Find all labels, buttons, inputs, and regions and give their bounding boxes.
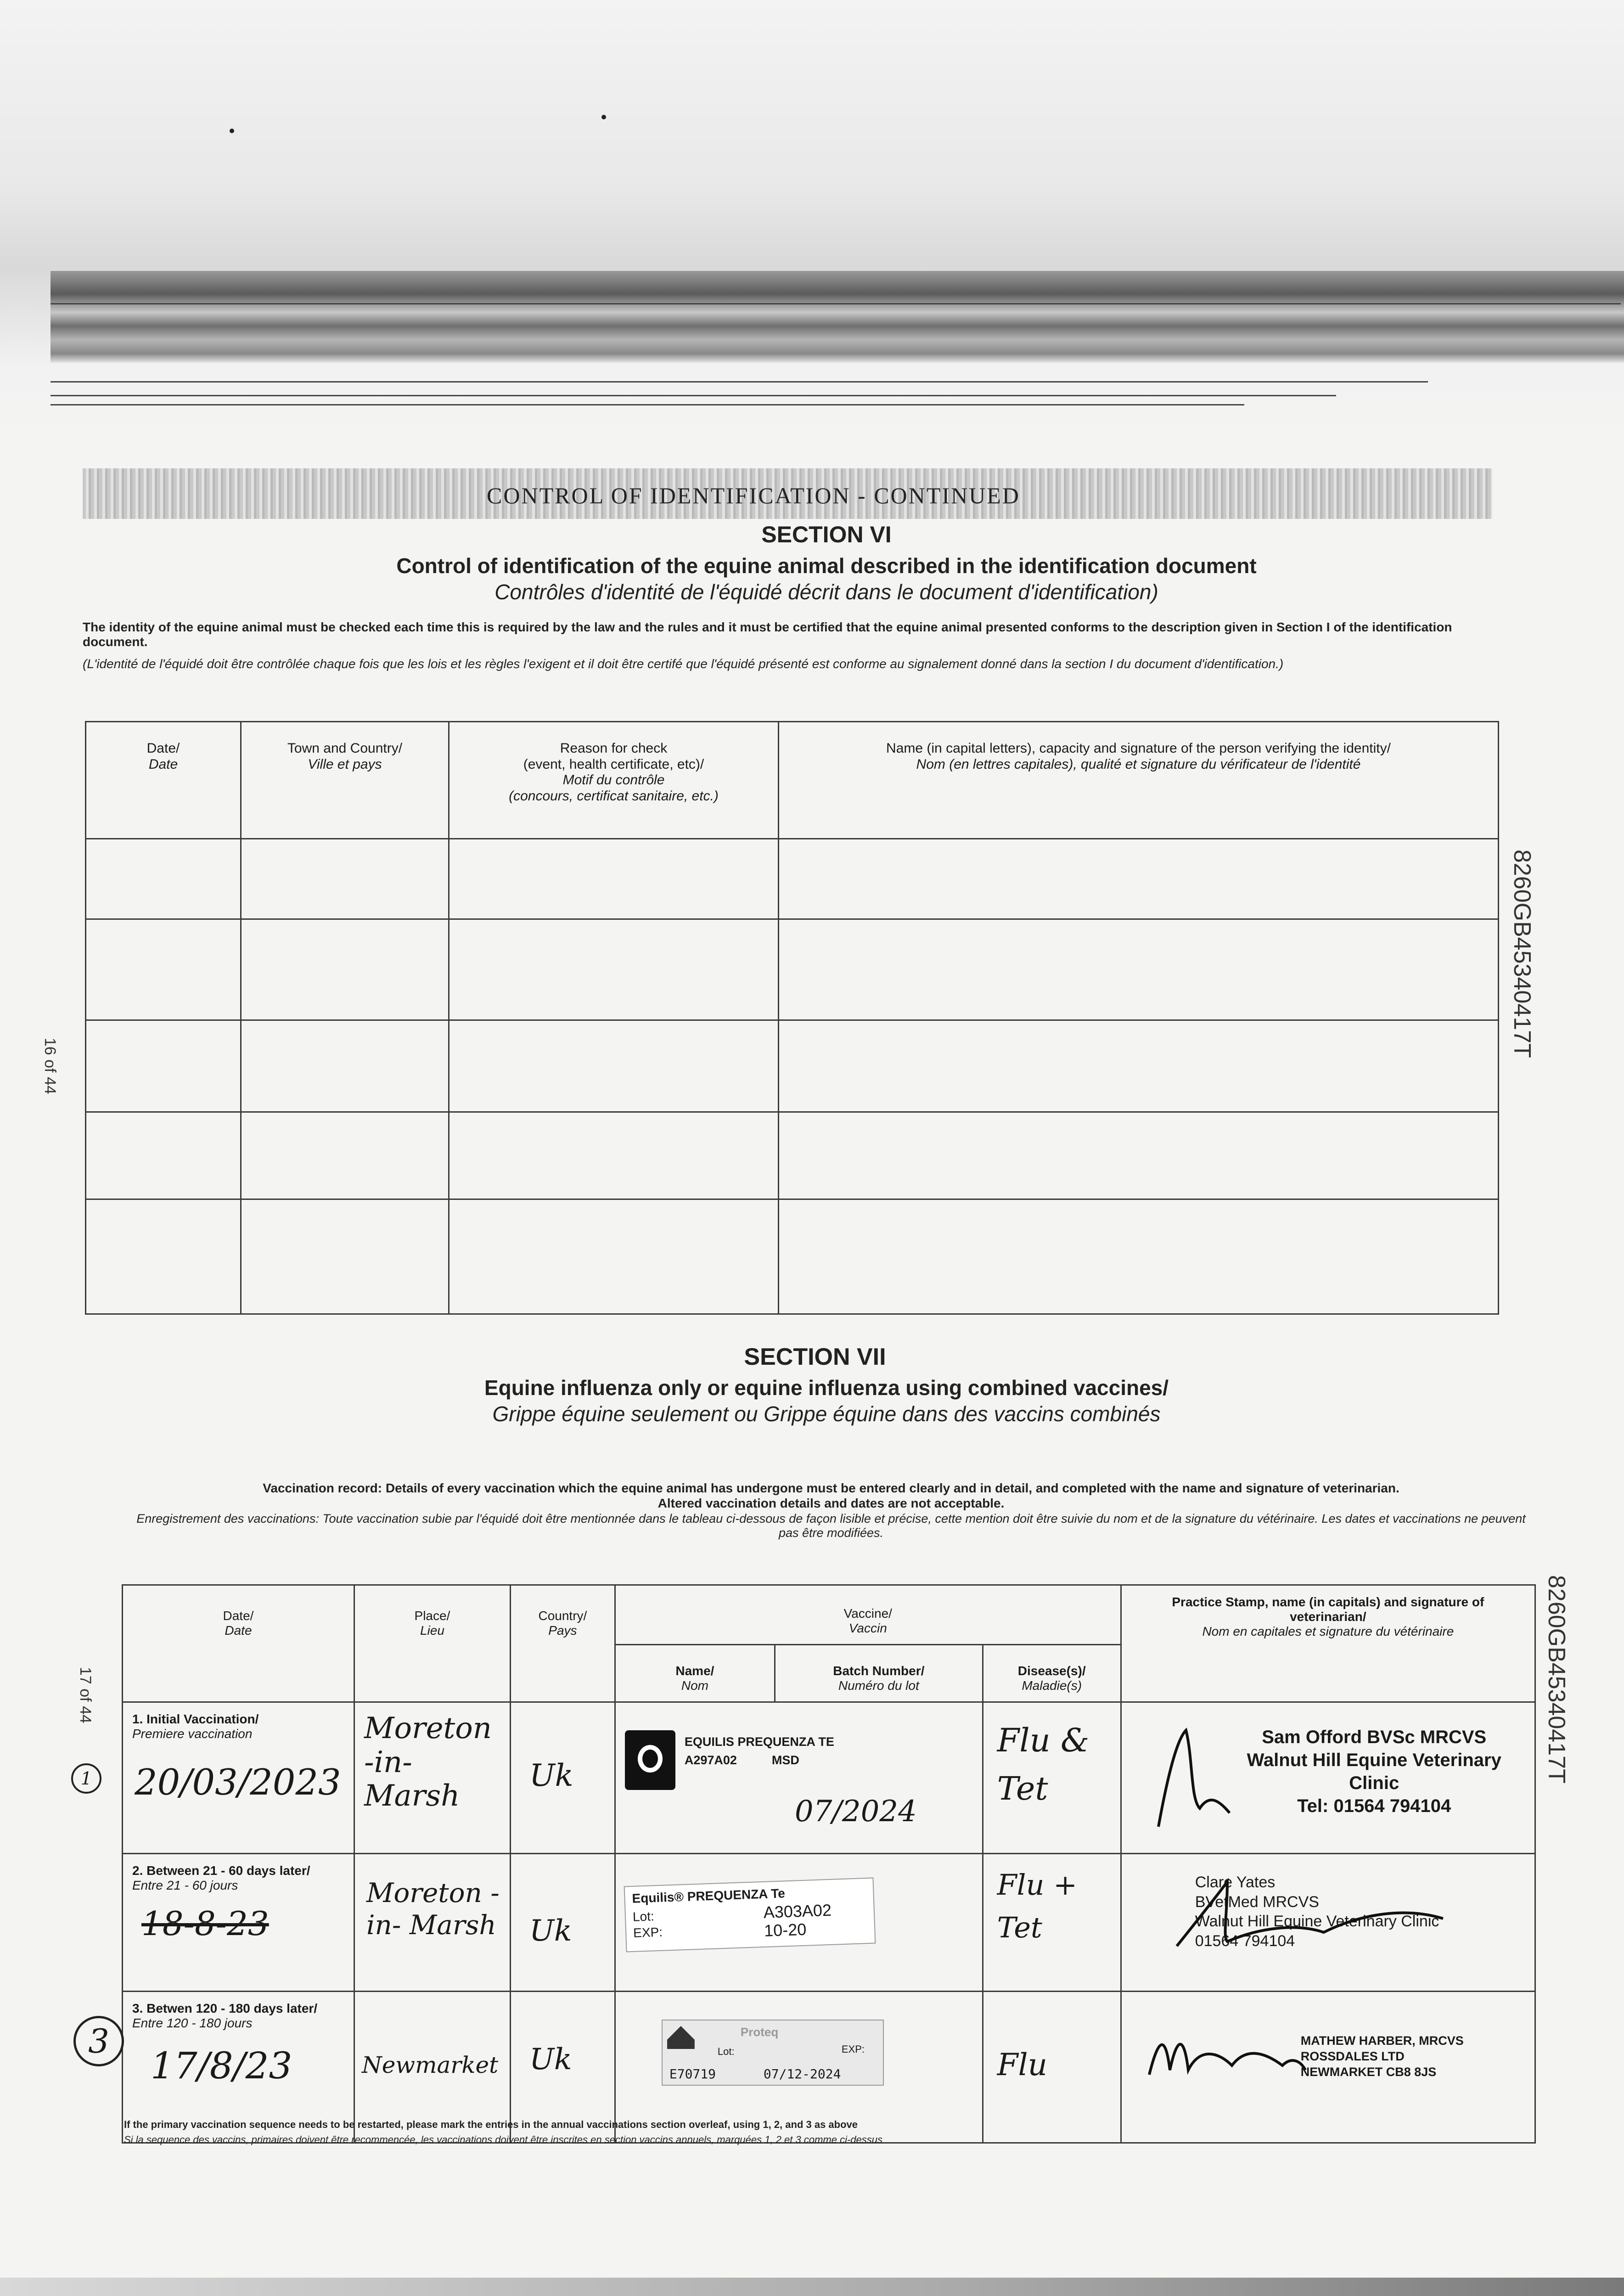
vaccine-sticker [624, 1878, 876, 1953]
sticker-exp-value: 07/12-2024 [763, 2066, 841, 2082]
vaccination-country: Uk [529, 1758, 573, 1793]
check-cell[interactable] [779, 839, 1499, 919]
footnote-en: If the primary vaccination sequence needs to be restarted, please mark the entries in the annual vaccinations section overleaf, using 1, 2, and 3 as above [124, 2119, 858, 2130]
check-cell[interactable] [241, 1020, 449, 1112]
sticker-name: Proteq [740, 2025, 779, 2039]
vet-stamp-line4: 01564 794104 [1195, 1932, 1295, 1950]
vet-signature [1145, 2020, 1310, 2093]
practice-stamp-cell[interactable] [1121, 1854, 1535, 1992]
banner-title: CONTROL OF IDENTIFICATION - CONTINUED [487, 483, 1020, 508]
sticker-lot-value: E70719 [669, 2066, 716, 2082]
col-verifier-label: Name (in capital letters), capacity and signature of the person verifying the identity/ [886, 741, 1391, 756]
sticker-lot-label: Lot: [632, 1909, 655, 1924]
row-label: 2. Between 21 - 60 days later/ [132, 1863, 310, 1878]
section7-title-fr: Grippe équine seulement ou Grippe équine dans des vaccins combinés [492, 1402, 1161, 1426]
vet-stamp-line1: Sam Offord BVSc MRCVS [1262, 1727, 1487, 1747]
disease: Flu & Tet [997, 1722, 1090, 1807]
row-label-fr: Premiere vaccination [132, 1727, 253, 1741]
check-cell[interactable] [86, 1020, 241, 1112]
vaccination-date: 20/03/2023 [135, 1762, 341, 1804]
check-cell[interactable] [86, 839, 241, 919]
country-cell[interactable] [510, 1702, 615, 1854]
col-country-label: Country/ [538, 1609, 587, 1623]
col-reason-label-2: (event, health certificate, etc)/ [523, 756, 704, 772]
section6-instruction-en: The identity of the equine animal must be checked each time this is required by the law and the rules and it must be certified that the equine animal presented conforms to the description given in Section I of the identification document. [83, 620, 1452, 649]
col-reason-label-fr-2: (concours, certificat sanitaire, etc.) [509, 788, 719, 804]
vaccine-logo-icon [667, 2026, 695, 2049]
vet-stamp-line2: BVetMed MRCVS [1195, 1893, 1319, 1911]
vaccine-sticker [662, 2020, 884, 2086]
header-vaccine-name [615, 1645, 775, 1702]
vaccine-logo-icon [625, 1730, 675, 1790]
header-verifier [779, 722, 1499, 839]
section6-title-en: Control of identification of the equine animal described in the identification document [396, 554, 1257, 578]
vaccination-date: 17/8/23 [151, 2044, 292, 2088]
header-date [123, 1585, 354, 1702]
col-batch-label-fr: Numéro du lot [838, 1678, 919, 1693]
sticker-maker: MSD [771, 1753, 799, 1767]
scan-speck [230, 129, 234, 133]
section7-instruction-en2: Altered vaccination details and dates are not acceptable. [657, 1496, 1005, 1510]
header-practice [1121, 1585, 1535, 1702]
section6-instruction-fr: (L'identité de l'équidé doit être contrôlée chaque fois que les lois et les règles l'exigent et il doit être certifé que l'équidé présenté est conforme au signalement donné dans la section I du document d'identification.) [83, 657, 1284, 671]
col-country-label-fr: Pays [548, 1623, 577, 1638]
sticker-exp-label: EXP: [841, 2043, 865, 2055]
disease-cell[interactable] [983, 1702, 1121, 1854]
check-cell[interactable] [449, 919, 779, 1020]
check-cell[interactable] [449, 1199, 779, 1314]
vaccination-country: Uk [529, 1914, 572, 1948]
col-town-label: Town and Country/ [287, 741, 403, 756]
section6-title-fr: Contrôles d'identité de l'équidé décrit dans le document d'identification) [495, 580, 1158, 604]
vaccine-sticker-cell[interactable] [615, 1854, 983, 1992]
header-town [241, 722, 449, 839]
vet-stamp-line3: NEWMARKET CB8 8JS [1300, 2065, 1437, 2079]
section7-instruction-fr: Enregistrement des vaccinations: Toute vaccination subie par l'équidé doit être mentionnée dans le tableau ci-dessous de façon lisible et précise, cette mention doit être suivie du nom et de la signature du vétérinaire. Les dates et vaccinations ne peuvent pas être modifiées. [136, 1512, 1526, 1540]
vaccination-country: Uk [529, 2043, 572, 2077]
section7-title-en: Equine influenza only or equine influenza using combined vaccines/ [484, 1376, 1169, 1400]
vaccination-row [123, 1702, 1535, 1854]
row-label: 3. Betwen 120 - 180 days later/ [132, 2001, 318, 2015]
vet-stamp-line3: Tel: 01564 794104 [1297, 1796, 1451, 1816]
check-cell[interactable] [449, 1112, 779, 1199]
vaccination-place: Moreton -in- Marsh [364, 1711, 492, 1813]
date-cell[interactable] [123, 1854, 354, 1992]
col-vaccine-label-fr: Vaccin [849, 1621, 887, 1636]
page-number-lower: 17 of 44 [77, 1667, 94, 1723]
col-date-label: Date/ [223, 1609, 254, 1623]
section6-heading: SECTION VI [761, 522, 892, 547]
vet-stamp-line2: Walnut Hill Equine Veterinary Clinic [1247, 1750, 1501, 1793]
sticker-name: EQUILIS PREQUENZA TE [684, 1735, 834, 1749]
vet-stamp-line2: ROSSDALES LTD [1300, 2049, 1405, 2063]
check-cell[interactable] [779, 1020, 1499, 1112]
fold-line [51, 404, 1244, 405]
check-cell[interactable] [241, 919, 449, 1020]
row-label-fr: Entre 21 - 60 jours [132, 1878, 238, 1893]
header-date [86, 722, 241, 839]
check-cell[interactable] [779, 1199, 1499, 1314]
disease-cell[interactable] [983, 1992, 1121, 2143]
vaccination-place: Moreton -in- Marsh [366, 1877, 500, 1941]
col-name-label: Name/ [675, 1664, 714, 1678]
place-cell[interactable] [354, 1854, 510, 1992]
sticker-name: Equilis® PREQUENZA Te [631, 1886, 786, 1906]
row-label-fr: Entre 120 - 180 jours [132, 2016, 253, 2031]
fold-line [51, 381, 1428, 383]
vaccine-sticker-cell[interactable] [615, 1702, 983, 1854]
col-reason-label: Reason for check [560, 741, 668, 756]
col-date-label-fr: Date [225, 1623, 252, 1638]
vet-signature [1149, 1721, 1241, 1840]
header-country [510, 1585, 615, 1702]
col-practice-label-fr: Nom en capitales et signature du vétérinaire [1202, 1624, 1454, 1639]
col-date-label: Date/ [146, 741, 180, 756]
check-cell[interactable] [86, 919, 241, 1020]
vet-signature [1158, 1873, 1452, 1964]
col-practice-label: Practice Stamp, name (in capitals) and signature of veterinarian/ [1172, 1595, 1484, 1624]
check-cell[interactable] [449, 839, 779, 919]
vaccination-row [123, 1854, 1535, 1992]
check-cell[interactable] [779, 1112, 1499, 1199]
scan-speck [601, 115, 606, 119]
header-vaccine [615, 1585, 1121, 1645]
header-disease [983, 1645, 1121, 1702]
vaccination-date: 18-8-23 [141, 1904, 269, 1943]
col-verifier-label-fr: Nom (en lettres capitales), qualité et signature du vérificateur de l'identité [916, 756, 1361, 772]
vet-stamp-line1: MATHEW HARBER, MRCVS [1300, 2034, 1464, 2048]
vet-stamp-line1: Clare Yates [1195, 1874, 1276, 1891]
section7-heading: SECTION VII [744, 1344, 886, 1370]
check-cell[interactable] [779, 919, 1499, 1020]
vet-stamp-line3: Walnut Hill Equine Veterinary Clinic [1195, 1913, 1439, 1930]
check-cell[interactable] [241, 839, 449, 919]
side-id-lower: 8260GB45340417T [1543, 1575, 1570, 1784]
fold-line [51, 303, 1621, 304]
vaccine-expiry: 07/2024 [794, 1795, 917, 1829]
check-cell[interactable] [241, 1112, 449, 1199]
col-name-label-fr: Nom [681, 1678, 708, 1693]
col-date-label-fr: Date [148, 756, 178, 772]
check-cell[interactable] [86, 1199, 241, 1314]
margin-mark-1: 1 [71, 1763, 101, 1794]
header-place [354, 1585, 510, 1702]
check-cell[interactable] [241, 1199, 449, 1314]
place-cell[interactable] [354, 1702, 510, 1854]
country-cell[interactable] [510, 1854, 615, 1992]
disease: Flu [997, 2047, 1048, 2082]
date-cell[interactable] [123, 1702, 354, 1854]
col-place-label: Place/ [414, 1609, 450, 1623]
col-disease-label: Disease(s)/ [1017, 1664, 1086, 1678]
page-number-upper: 16 of 44 [41, 1038, 59, 1094]
vaccination-table [122, 1584, 1536, 2144]
sticker-lot-label: Lot: [717, 2046, 735, 2057]
side-id-upper: 8260GB45340417T [1509, 850, 1535, 1058]
footnote-fr: Si la sequence des vaccins, primaires doivent être recommencée, les vaccinations doivent être inscrites en section vaccins annuels, marquées 1, 2 et 3 comme ci-dessus [124, 2134, 883, 2145]
vaccination-place: Newmarket [361, 2052, 499, 2078]
disease-cell[interactable] [983, 1854, 1121, 1992]
scan-background [0, 0, 1624, 459]
col-reason-label-fr: Motif du contrôle [562, 772, 665, 788]
disease: Flu + Tet [997, 1868, 1078, 1944]
sticker-batch: A297A02 [684, 1753, 737, 1767]
page-fold [51, 271, 1624, 363]
section7-instruction-en: Vaccination record: Details of every vaccination which the equine animal has undergone must be entered clearly and in detail, and completed with the name and signature of veterinarian. [263, 1481, 1399, 1495]
practice-stamp-cell[interactable] [1121, 1702, 1535, 1854]
row-label: 1. Initial Vaccination/ [132, 1712, 259, 1726]
col-vaccine-label: Vaccine/ [843, 1606, 892, 1621]
identity-check-table [85, 721, 1499, 1315]
sticker-exp-value: 10-20 [764, 1919, 807, 1940]
practice-stamp-cell[interactable] [1121, 1992, 1535, 2143]
scan-edge [0, 2278, 1624, 2296]
sticker-lot-value: A303A02 [763, 1900, 832, 1922]
sticker-exp-label: EXP: [633, 1925, 663, 1940]
col-disease-label-fr: Maladie(s) [1022, 1678, 1082, 1693]
col-batch-label: Batch Number/ [833, 1664, 925, 1678]
header-reason [449, 722, 779, 839]
margin-mark-3: 3 [73, 2016, 124, 2066]
fold-line [51, 395, 1336, 396]
col-place-label-fr: Lieu [420, 1623, 444, 1638]
header-batch [775, 1645, 983, 1702]
check-cell[interactable] [449, 1020, 779, 1112]
check-cell[interactable] [86, 1112, 241, 1199]
col-town-label-fr: Ville et pays [308, 756, 382, 772]
